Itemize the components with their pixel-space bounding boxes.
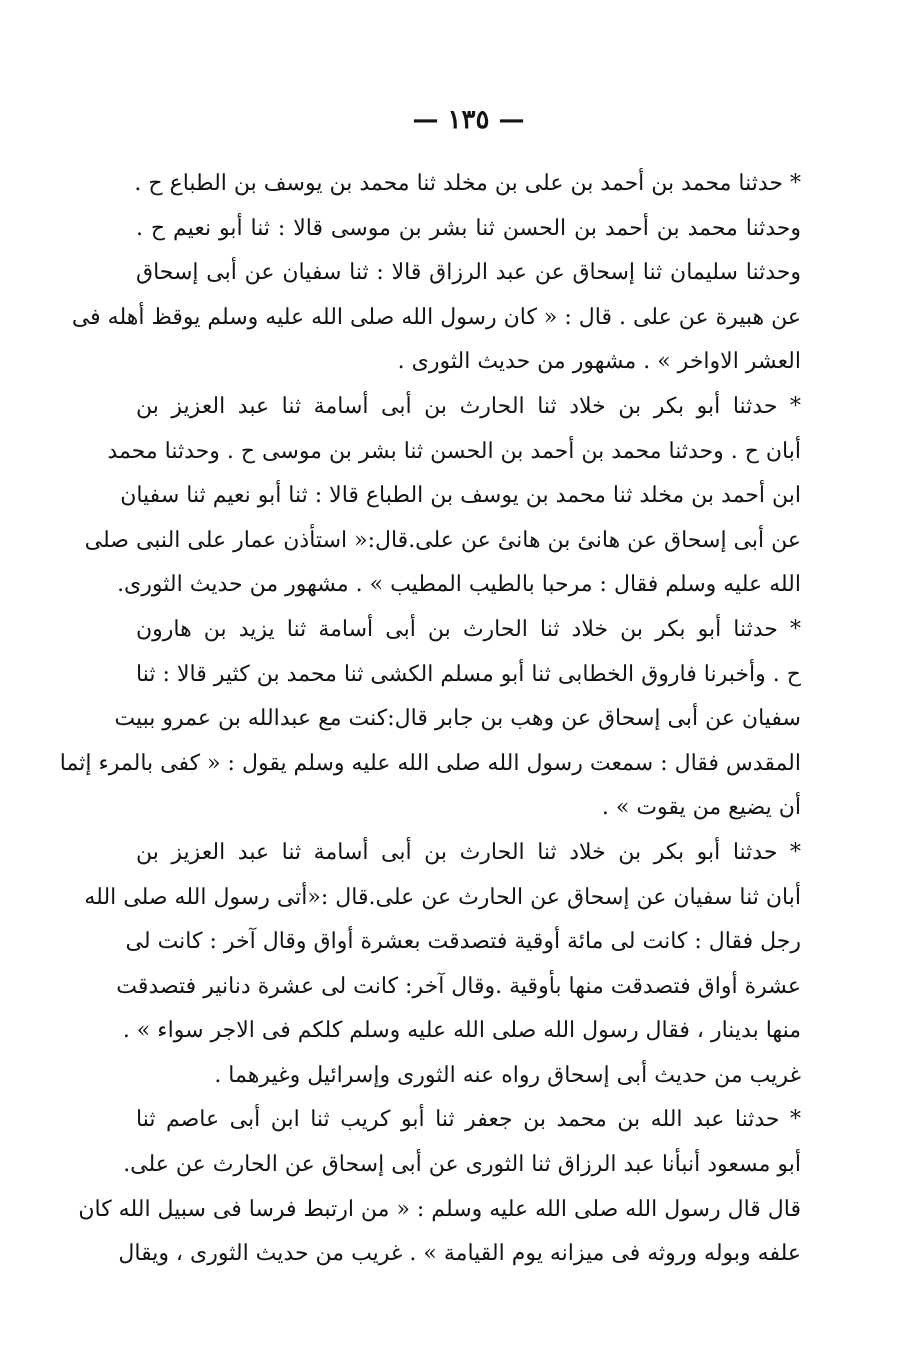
- text-line: العشر الاواخر » . مشهور من حديث الثورى .: [397, 349, 801, 375]
- text-line: ابن أحمد بن مخلد ثنا محمد بن يوسف بن الطباع قالا : ثنا أبو نعيم ثنا سفيان: [120, 483, 801, 509]
- text-line: علفه وبوله وروثه فى ميزانه يوم القيامة » . غريب من حديث الثورى ، ويقال: [118, 1241, 801, 1267]
- text-line: منها بدينار ، فقال رسول الله صلى الله عليه وسلم كلكم فى الاجر سواء » .: [122, 1018, 801, 1044]
- text-line: المقدس فقال : سمعت رسول الله صلى الله عليه وسلم يقول : « كفى بالمرء إثما: [59, 750, 801, 776]
- text-line: قال قال رسول الله صلى الله عليه وسلم : « من ارتبط فرسا فى سبيل الله كان: [78, 1196, 801, 1222]
- text-line: وحدثنا محمد بن أحمد بن الحسن ثنا بشر بن موسى قالا : ثنا أبو نعيم ح .: [136, 215, 801, 241]
- text-line: وحدثنا سليمان ثنا إسحاق عن عبد الرزاق قالا : ثنا سفيان عن أبى إسحاق: [136, 260, 801, 286]
- text-line: غريب من حديث أبى إسحاق رواه عنه الثورى وإسرائيل وغيرهما .: [214, 1062, 801, 1088]
- text-line: * حدثنا محمد بن أحمد بن على بن مخلد ثنا محمد بن يوسف بن الطباع ح .: [134, 171, 801, 196]
- text-line: أبان ح . وحدثنا محمد بن أحمد بن الحسن ثنا بشر بن موسى ح . وحدثنا محمد: [107, 438, 801, 464]
- text-line: عن أبى إسحاق عن هانئ بن هانئ عن على.قال:« استأذن عمار على النبى صلى: [84, 527, 801, 553]
- text-line: سفيان عن أبى إسحاق عن وهب بن جابر قال:كنت مع عبدالله بن عمرو ببيت: [114, 706, 801, 732]
- page-number: — ١٣٥ —: [412, 105, 525, 135]
- paragraph-2: [84, 385, 801, 608]
- text-line: * حدثنا أبو بكر بن خلاد ثنا الحارث بن أبى أسامة ثنا عبد العزيز بن: [136, 393, 801, 419]
- text-line: أبو مسعود أنبأنا عبد الرزاق ثنا الثورى عن أبى إسحاق عن الحارث عن على.: [123, 1152, 801, 1178]
- page: [59, 100, 801, 1277]
- text-line: رجل فقال : كانت لى مائة أوقية فتصدقت بعشرة أواق وقال آخر : كانت لى: [125, 929, 801, 955]
- text-line: ح . وأخبرنا فاروق الخطابى ثنا أبو مسلم الكشى ثنا محمد بن كثير قالا : ثنا: [136, 661, 801, 687]
- text-line: * حدثنا أبو بكر بن خلاد ثنا الحارث بن أبى أسامة ثنا يزيد بن هارون: [136, 616, 801, 642]
- paragraph-4: [84, 831, 801, 1099]
- text-line: أبان ثنا سفيان عن إسحاق عن الحارث عن على.قال :«أتى رسول الله صلى الله: [84, 884, 801, 910]
- paragraph-1: [71, 162, 801, 385]
- text-line: * حدثنا أبو بكر بن خلاد ثنا الحارث بن أبى أسامة ثنا عبد العزيز بن: [136, 839, 801, 865]
- text-line: * حدثنا عبد الله بن محمد بن جعفر ثنا أبو كريب ثنا ابن أبى عاصم ثنا: [136, 1107, 801, 1133]
- text-line: الله عليه وسلم فقال : مرحبا بالطيب المطيب » . مشهور من حديث الثورى.: [117, 572, 801, 598]
- text-line: عشرة أواق فتصدقت منها بأوقية .وقال آخر: كانت لى عشرة دنانير فتصدقت: [116, 973, 801, 999]
- paragraph-3: [59, 608, 801, 831]
- text-line: أن يضيع من يقوت » .: [601, 795, 801, 821]
- paragraph-5: [78, 1098, 801, 1276]
- text-line: عن هبيرة عن على . قال : « كان رسول الله صلى الله عليه وسلم يوقظ أهله فى: [71, 304, 801, 330]
